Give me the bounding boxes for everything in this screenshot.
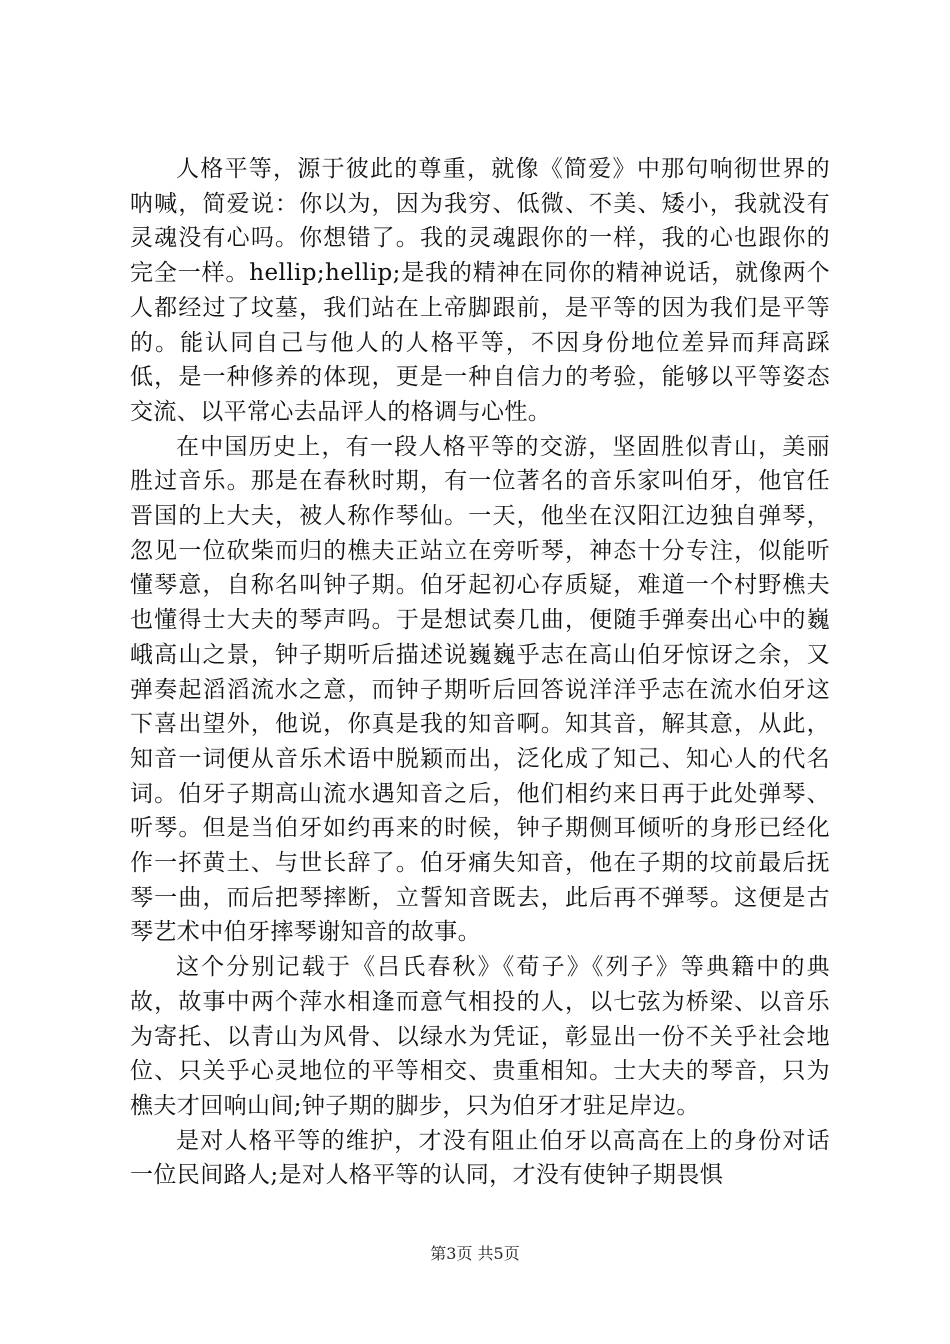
- paragraph-4: 是对人格平等的维护，才没有阻止伯牙以高高在上的身份对话一位民间路人;是对人格平等的认同，才没有使钟子期畏惧: [130, 1127, 830, 1189]
- paragraph-3: 这个分别记载于《吕氏春秋》《荀子》《列子》等典籍中的典故，故事中两个萍水相逢而意气相投的人，以七弦为桥梁、以音乐为寄托、以青山为风骨、以绿水为凭证，彰显出一份不关乎社会地位、只关乎心灵地位的平等相交、贵重相知。士大夫的琴音，只为樵夫才回响山间;钟子期的脚步，只为伯牙才驻足岸边。: [130, 954, 830, 1119]
- body-text: [130, 152, 830, 1193]
- paragraph-1: 人格平等，源于彼此的尊重，就像《简爱》中那句响彻世界的呐喊，简爱说：你以为，因为我穷、低微、不美、矮小，我就没有灵魂没有心吗。你想错了。我的灵魂跟你的一样，我的心也跟你的完全一样。hellip;hellip;是我的精神在同你的精神说话，就像两个人都经过了坟墓，我们站在上帝脚跟前，是平等的因为我们是平等的。能认同自己与他人的人格平等，不因身份地位差异而拜高踩低，是一种修养的体现，更是一种自信力的考验，能够以平等姿态交流、以平常心去品评人的格调与心性。: [130, 156, 830, 425]
- paragraph-2: 在中国历史上，有一段人格平等的交游，坚固胜似青山，美丽胜过音乐。那是在春秋时期，有一位著名的音乐家叫伯牙，他官任晋国的上大夫，被人称作琴仙。一天，他坐在汉阳江边独自弹琴，忽见一位砍柴而归的樵夫正站立在旁听琴，神态十分专注，似能听懂琴意，自称名叫钟子期。伯牙起初心存质疑，难道一个村野樵夫也懂得士大夫的琴声吗。于是想试奏几曲，便随手弹奏出心中的巍峨高山之景，钟子期听后描述说巍巍乎志在高山伯牙惊讶之余，又弹奏起滔滔流水之意，而钟子期听后回答说洋洋乎志在流水伯牙这下喜出望外，他说，你真是我的知音啊。知其音，解其意，从此，知音一词便从音乐术语中脱颖而出，泛化成了知己、知心人的代名词。伯牙子期高山流水遇知音之后，他们相约来日再于此处弹琴、听琴。但是当伯牙如约再来的时候，钟子期侧耳倾听的身形已经化作一抔黄土、与世长辞了。伯牙痛失知音，他在子期的坟前最后抚琴一曲，而后把琴摔断，立誓知音既去，此后再不弹琴。这便是古琴艺术中伯牙摔琴谢知音的故事。: [130, 433, 830, 946]
- page-number-footer: 第3页 共5页: [430, 1244, 520, 1263]
